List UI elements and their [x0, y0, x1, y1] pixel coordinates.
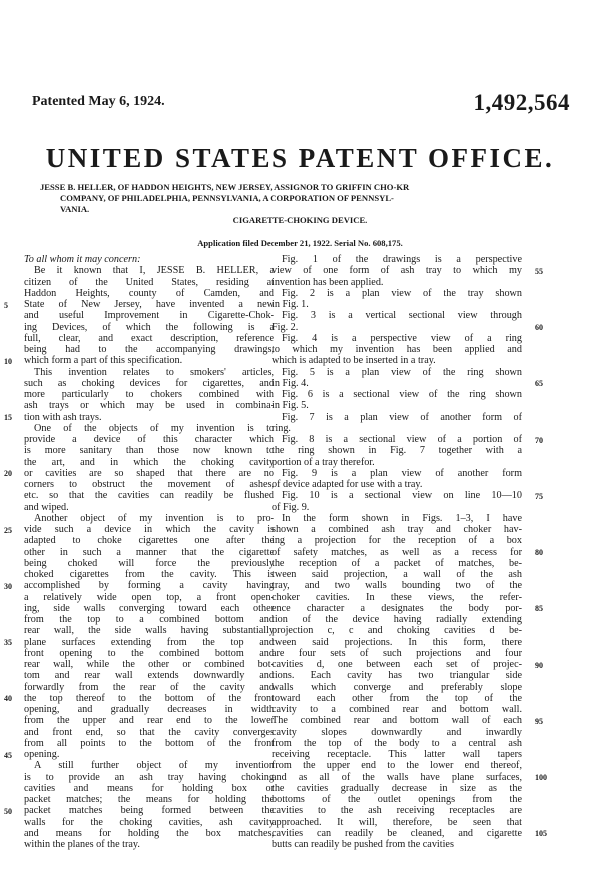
- text-line: the reception of a packet of matches, be-: [272, 557, 522, 569]
- line-number: 50: [4, 806, 12, 816]
- line-number: 65: [535, 379, 543, 389]
- text-line: are four sets of such projections and four: [272, 647, 522, 659]
- text-line: packet matches; the means for holding the: [24, 794, 274, 805]
- text-line: from all points to the bottom of the front: [24, 737, 274, 749]
- text-line: from the upper and rear end to the lower: [24, 715, 274, 727]
- text-line: being had to the accompanying drawings,: [24, 344, 274, 355]
- text-line: butts can readily be pushed from the cavities: [272, 839, 454, 850]
- text-line: cavities and means for holding box or: [24, 782, 274, 794]
- right-column: [272, 254, 522, 850]
- text-line: in Fig. 4.: [272, 377, 309, 389]
- text-line: Fig. 8 is a sectional view of a portion of: [282, 434, 522, 445]
- text-line: walls which converge and preferably slope: [272, 681, 522, 693]
- text-line: accomplished by forming a cavity having: [24, 580, 274, 592]
- text-line: The combined rear and bottom wall of each: [272, 715, 522, 727]
- line-number: 75: [535, 491, 543, 501]
- text-line: rear wall, while the other or combined bot-: [24, 659, 274, 670]
- line-number: 30: [4, 581, 12, 591]
- text-line: ash trays or which may be used in combina-: [24, 400, 274, 412]
- line-number: 25: [4, 525, 12, 535]
- text-line: such as choking devices for cigarettes, and: [24, 377, 274, 389]
- line-number: 10: [4, 356, 12, 366]
- text-line: Fig. 6 is a sectional view of the ring shown: [282, 389, 522, 400]
- text-line: ing, side walls converging toward each other: [24, 602, 274, 614]
- text-line: approached. It will, therefore, be seen that: [272, 816, 522, 828]
- office-title: UNITED STATES PATENT OFFICE.: [45, 143, 555, 173]
- text-line: projection c, c and choking cavities d be-: [272, 625, 522, 637]
- text-line: and as all of the walls have plane surfaces,: [272, 771, 522, 783]
- inventor-line: JESSE B. HELLER, OF HADDON HEIGHTS, NEW JERSEY, ASSIGNOR TO GRIFFIN CHO-KR: [40, 182, 410, 192]
- invention-title: CIGARETTE-CHOKING DEVICE.: [232, 215, 368, 225]
- text-line: ing a projection for the reception of a box: [272, 535, 522, 547]
- text-line: cavities to the ash receiving receptacles are: [272, 805, 522, 817]
- text-line: Fig. 1 of the drawings is a perspective: [282, 254, 522, 265]
- text-line: Fig. 7 is a plan view of another form of: [282, 411, 522, 423]
- text-line: choker cavities. In these views, the refer-: [272, 591, 522, 603]
- text-line: In the form shown in Figs. 1–3, I have: [282, 512, 522, 524]
- line-number: 90: [535, 660, 543, 670]
- text-line: is to provide an ash tray having choking: [24, 771, 274, 783]
- line-number: 60: [535, 323, 543, 332]
- left-column: [24, 254, 274, 850]
- text-line: Be it known that I, JESSE B. HELLER, a: [34, 265, 274, 277]
- patented-date: Patented May 6, 1924.: [32, 94, 165, 109]
- text-line: A still further object of my invention: [34, 760, 274, 772]
- text-line: Fig. 9 is a plan view of another form: [282, 467, 522, 479]
- text-line: Fig. 2.: [272, 321, 299, 333]
- text-line: Fig. 10 is a sectional view on line 10—10: [282, 490, 522, 502]
- text-line: view of one form of ash tray to which my: [272, 265, 522, 277]
- text-line: the ring shown in Fig. 7 together with a: [272, 445, 522, 457]
- line-number: 45: [4, 750, 12, 760]
- text-line: State of New Jersey, have invented a new: [24, 299, 274, 310]
- text-line: cavities d, one between each set of projec-: [272, 659, 522, 670]
- text-line: To all whom it may concern:: [24, 254, 141, 265]
- text-line: cavity slopes downwardly and inwardly: [272, 726, 522, 738]
- line-number: 40: [4, 694, 12, 704]
- text-line: tween said projections. In this form, there: [272, 636, 522, 648]
- text-line: plane surfaces extending from the top and: [24, 636, 274, 648]
- line-number: 70: [535, 435, 543, 445]
- text-line: bottoms of the outlet openings from the: [272, 794, 522, 805]
- line-number: 20: [4, 469, 12, 479]
- text-line: citizen of the United States, residing at: [24, 276, 274, 288]
- text-line: shown a combined ash tray and choker hav-: [272, 524, 522, 535]
- text-line: portion of a tray therefor.: [272, 456, 375, 468]
- text-line: opening.: [24, 749, 60, 760]
- text-line: Fig. 5 is a plan view of the ring shown: [282, 366, 522, 378]
- text-line: a relatively wide open top, a front open-: [24, 591, 274, 603]
- text-line: and useful Improvement in Cigarette-Chok-: [24, 310, 274, 322]
- text-line: cavities can readily be cleaned, and cigarette: [272, 827, 522, 839]
- line-number: 5: [4, 300, 8, 310]
- text-line: other in such a manner that the cigarette: [24, 546, 274, 558]
- inventor-line: VANIA.: [60, 204, 90, 214]
- text-line: Fig. 3 is a vertical sectional view through: [282, 310, 522, 322]
- text-line: Another object of my invention is to pro-: [34, 512, 274, 524]
- inventor-block: [40, 182, 565, 215]
- text-line: which is adapted to be inserted in a tray.: [272, 355, 436, 367]
- text-line: This invention relates to smokers' articles,: [34, 366, 274, 378]
- text-line: and wiped.: [24, 501, 69, 513]
- text-line: to which my invention has been applied and: [272, 344, 522, 355]
- inventor-line: COMPANY, OF PHILADELPHIA, PENNSYLVANIA, A CORPORATION OF PENNSYL-: [60, 193, 394, 203]
- text-line: which form a part of this specification.: [24, 355, 183, 367]
- line-number: 85: [535, 604, 543, 614]
- text-line: ing Devices, of which the following is a: [24, 321, 274, 333]
- text-line: of safety matches, as well as a recess for: [272, 546, 522, 558]
- text-line: the top thereof to the bottom of the front: [24, 692, 274, 704]
- text-line: vide such a device in which the cavity is: [24, 524, 274, 535]
- text-line: walls for the choking cavities, ash cavity: [24, 816, 274, 828]
- text-line: within the planes of the tray.: [24, 839, 140, 850]
- text-line: from the top to a combined bottom and: [24, 614, 274, 625]
- line-number: 35: [4, 638, 12, 647]
- text-line: tions. Each cavity has two triangular side: [272, 670, 522, 682]
- line-number: 55: [535, 266, 543, 276]
- text-line: and means for holding the box matches,: [24, 827, 274, 839]
- line-number: 100: [535, 773, 547, 782]
- patent-number: 1,492,564: [473, 90, 570, 115]
- text-line: is more sanitary than those now known to: [24, 445, 274, 457]
- line-number: 15: [4, 413, 12, 422]
- line-number: 95: [535, 716, 543, 726]
- text-line: of Fig. 9.: [272, 501, 310, 513]
- text-line: ring.: [272, 422, 291, 434]
- text-line: tion of the device having radially extending: [272, 614, 522, 625]
- text-line: the cavities gradually decrease in size as the: [272, 782, 522, 794]
- application-info: Application filed December 21, 1922. Serial No. 608,175.: [197, 238, 403, 248]
- text-line: provide a device of this character which: [24, 434, 274, 445]
- text-line: in Fig. 1.: [272, 299, 309, 310]
- text-line: invention has been applied.: [272, 276, 384, 288]
- text-line: rear wall, the side walls having substantially: [24, 625, 274, 637]
- text-line: packet matches being formed between the: [24, 805, 274, 817]
- text-line: in Fig. 5.: [272, 400, 309, 412]
- text-line: Fig. 4 is a perspective view of a ring: [282, 332, 522, 344]
- text-line: front opening to the combined bottom and: [24, 647, 274, 659]
- text-line: of device adapted for use with a tray.: [272, 479, 423, 490]
- line-number: 80: [535, 548, 543, 557]
- text-line: cavity to a combined rear and bottom wall.: [272, 704, 522, 715]
- line-number: 105: [535, 829, 547, 839]
- text-line: being choked will force the previously: [24, 557, 274, 569]
- text-line: adapted to choke cigarettes one after the: [24, 535, 274, 547]
- text-line: tray, and two walls bounding two of the: [272, 580, 522, 592]
- text-line: Haddon Heights, county of Camden, and: [24, 287, 274, 299]
- text-line: Fig. 2 is a plan view of the tray shown: [282, 287, 522, 299]
- text-line: more particularly to chokers combined with: [24, 389, 274, 400]
- text-line: and front end, so that the cavity converges: [24, 726, 274, 738]
- text-line: forwardly from the rear of the cavity and: [24, 681, 274, 693]
- text-line: ence character a designates the body por-: [272, 602, 522, 614]
- text-line: corners to obstruct the movement of ashes,: [24, 479, 274, 490]
- text-line: choked cigarettes from the cavity. This is: [24, 569, 274, 580]
- text-line: opening, and gradually decreases in width: [24, 704, 274, 715]
- text-line: the art, and in which the choking cavity: [24, 456, 274, 468]
- text-line: etc. so that the cavities can readily be flushed: [24, 490, 274, 502]
- text-line: One of the objects of my invention is to: [34, 422, 274, 434]
- text-line: from the top of the body to a central ash: [272, 737, 522, 749]
- text-line: or cavities are so shaped that there are no: [24, 467, 274, 479]
- text-line: tion with ash trays.: [24, 411, 102, 423]
- text-line: toward each other from the top of the: [272, 692, 522, 704]
- text-line: full, clear, and exact description, reference: [24, 332, 274, 344]
- text-line: tom and rear wall extends downwardly and: [24, 670, 274, 682]
- text-line: receiving receptacle. This latter wall tapers: [272, 749, 522, 760]
- text-line: from the upper end to the lower end thereof,: [272, 760, 522, 772]
- text-line: tween said projection, a wall of the ash: [272, 569, 522, 580]
